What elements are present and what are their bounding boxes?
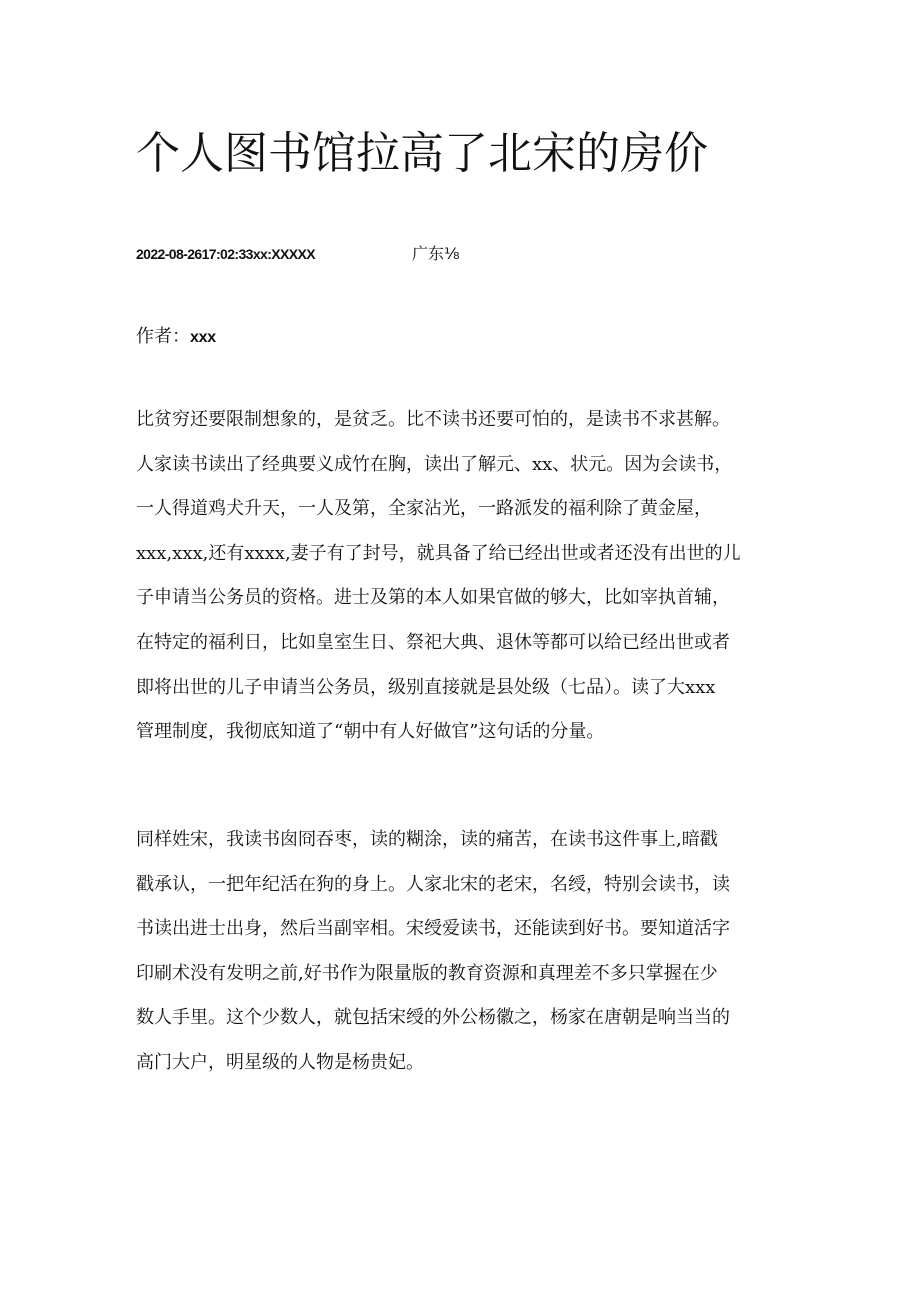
author-name: xxx <box>190 329 216 346</box>
paragraph-line: 管理制度，我彻底知道了“朝中有人好做官”这句话的分量。 <box>136 721 605 743</box>
body-paragraph-1 <box>136 398 796 755</box>
publish-datetime: 2022-08-2617:02:33xx:XXXXX <box>136 246 315 262</box>
paragraph-line: 书读出进士出身，然后当副宰相。宋绶爱读书，还能读到好书。要知道活字 <box>136 918 730 940</box>
paragraph-line: 即将出世的儿子申请当公务员，级别直接就是县处级（七品）。读了大xxx <box>136 676 716 698</box>
paragraph-line: 子申请当公务员的资格。进士及第的本人如果官做的够大，比如宰执首辅， <box>136 587 730 609</box>
document-title: 个人图书馆拉高了北宋的房价 <box>136 128 708 179</box>
document-meta <box>136 240 776 268</box>
paragraph-line: 数人手里。这个少数人，就包括宋绶的外公杨徽之，杨家在唐朝是响当当的 <box>136 1007 730 1029</box>
paragraph-line: 印刷术没有发明之前,好书作为限量版的教育资源和真理差不多只掌握在少 <box>136 962 718 984</box>
publish-location: 广东⅛ <box>412 244 460 263</box>
paragraph-line: 比贫穷还要限制想象的，是贫乏。比不读书还要可怕的，是读书不求甚解。 <box>136 409 730 430</box>
paragraph-line: 高门大户，明星级的人物是杨贵妃。 <box>136 1051 424 1073</box>
paragraph-line: 同样姓宋，我读书囱冏吞枣，读的糊涂，读的痛苦，在读书这件事上,暗戳 <box>136 829 718 850</box>
paragraph-line: 人家读书读出了经典要义成竹在胸，读出了解元、xx、状元。因为会读书， <box>136 453 733 475</box>
paragraph-line: 一人得道鸡犬升天，一人及第，全家沾光，一路派发的福利除了黄金屋， <box>136 498 712 520</box>
paragraph-line: 戳承认，一把年纪活在狗的身上。人家北宋的老宋，名绶，特别会读书，读 <box>136 873 730 895</box>
body-paragraph-2 <box>136 818 796 1086</box>
author-line <box>136 322 216 352</box>
author-label: 作者： <box>136 326 190 347</box>
paragraph-line: 在特定的福利日，比如皇室生日、祭祀大典、退休等都可以给已经出世或者 <box>136 631 730 653</box>
paragraph-line: xxx,xxx,还有xxxx,妻子有了封号，就具备了给已经出世或者还没有出世的儿 <box>136 542 741 564</box>
